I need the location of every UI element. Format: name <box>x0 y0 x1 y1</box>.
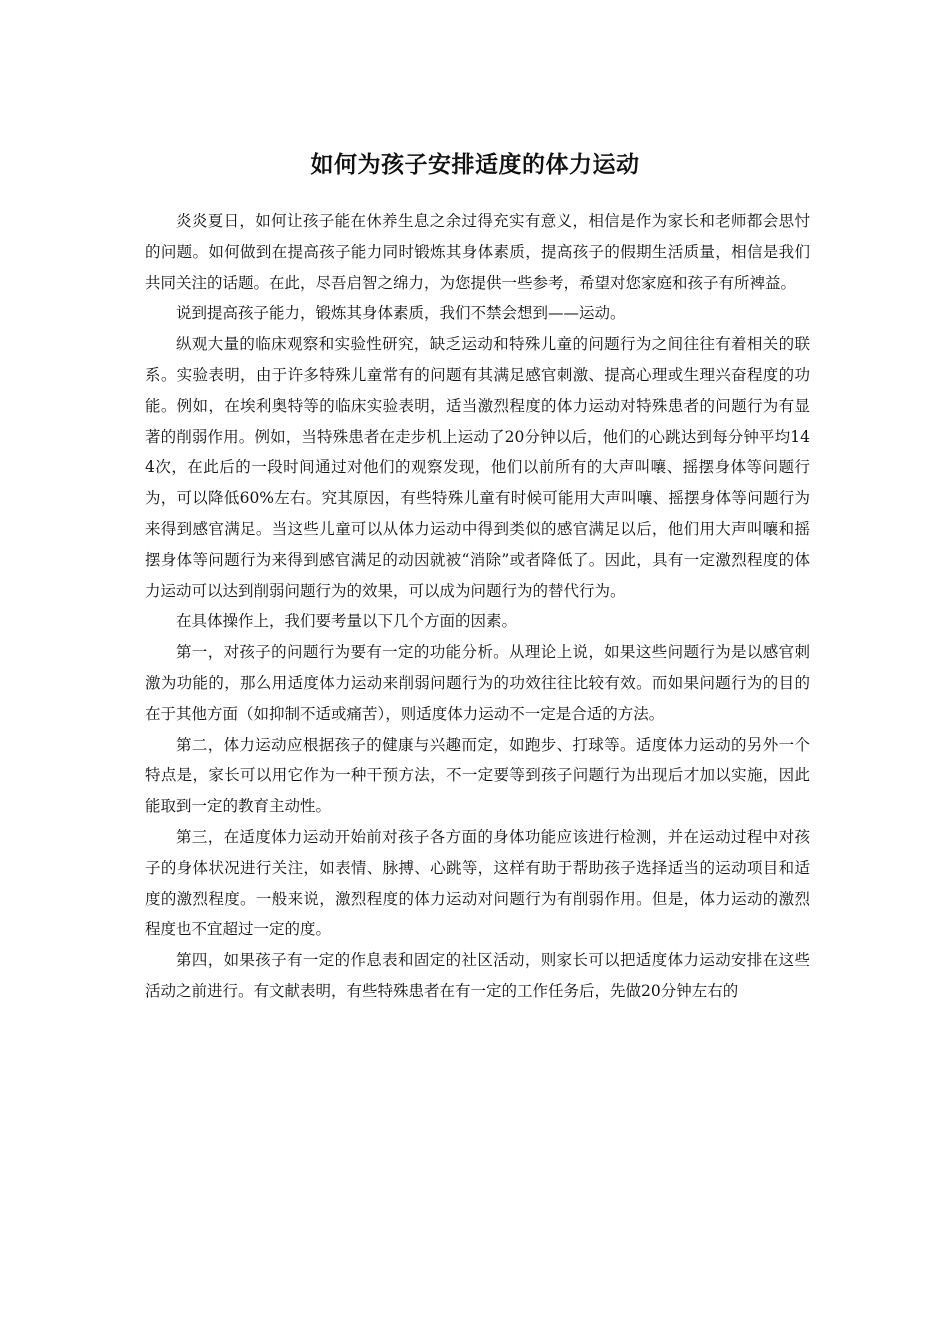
paragraph-third: 第三，在适度体力运动开始前对孩子各方面的身体功能应该进行检测，并在运动过程中对孩子的身体状况进行关注，如表情、脉搏、心跳等，这样有助于帮助孩子选择适当的运动项目和适度的激烈程度。一般来说，激烈程度的体力运动对问题行为有削弱作用。但是，体力运动的激烈程度也不宜超过一定的度。 <box>145 827 810 939</box>
document-body <box>145 206 810 1007</box>
paragraph-exercise: 说到提高孩子能力，锻炼其身体素质，我们不禁会想到——运动。 <box>176 304 626 323</box>
paragraph-fourth: 第四，如果孩子有一定的作息表和固定的社区活动，则家长可以把适度体力运动安排在这些活动之前进行。有文献表明，有些特殊患者在有一定的工作任务后，先做20分钟左右的 <box>145 951 810 1000</box>
document-title: 如何为孩子安排适度的体力运动 <box>310 152 640 179</box>
paragraph-research: 纵观大量的临床观察和实验性研究，缺乏运动和特殊儿童的问题行为之间往往有着相关的联系。实验表明，由于许多特殊儿童常有的问题有其满足感官刺激、提高心理或生理兴奋程度的功能。例如，在埃利奥特等的临床实验表明，适当激烈程度的体力运动对特殊患者的问题行为有显著的削弱作用。例如，当特殊患者在走步机上运动了20分钟以后，他们的心跳达到每分钟平均144次，在此后的一段时间通过对他们的观察发现，他们以前所有的大声叫嚷、摇摆身体等问题行为，可以降低60%左右。究其原因，有些特殊儿童有时候可能用大声叫嚷、摇摆身体等问题行为来得到感官满足。当这些儿童可以从体力运动中得到类似的感官满足以后，他们用大声叫嚷和摇摆身体等问题行为来得到感官满足的动因就被“消除”或者降低了。因此，具有一定激烈程度的体力运动可以达到削弱问题行为的效果，可以成为问题行为的替代行为。 <box>145 335 810 600</box>
paragraph-first: 第一，对孩子的问题行为要有一定的功能分析。从理论上说，如果这些问题行为是以感官刺激为功能的，那么用适度体力运动来削弱问题行为的功效往往比较有效。而如果问题行为的目的在于其他方面（如抑制不适或痛苦），则适度体力运动不一定是合适的方法。 <box>145 643 810 723</box>
paragraph-intro: 炎炎夏日，如何让孩子能在休养生息之余过得充实有意义，相信是作为家长和老师都会思忖的问题。如何做到在提高孩子能力同时锻炼其身体素质，提高孩子的假期生活质量，相信是我们共同关注的话题。在此，尽吾启智之绵力，为您提供一些参考，希望对您家庭和孩子有所裨益。 <box>145 212 810 292</box>
paragraph-factors: 在具体操作上，我们要考量以下几个方面的因素。 <box>176 612 518 631</box>
paragraph-second: 第二，体力运动应根据孩子的健康与兴趣而定，如跑步、打球等。适度体力运动的另外一个特点是，家长可以用它作为一种干预方法，不一定要等到孩子问题行为出现后才加以实施，因此能取到一定的教育主动性。 <box>145 735 810 816</box>
